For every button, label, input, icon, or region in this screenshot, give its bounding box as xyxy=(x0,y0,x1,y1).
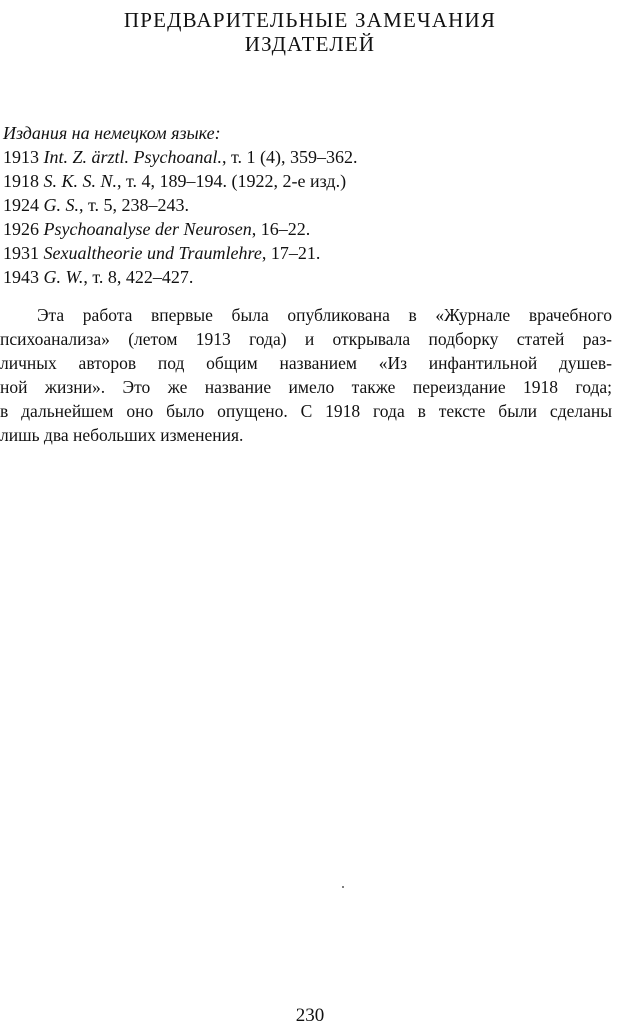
edition-work: S. K. S. N. xyxy=(43,171,118,191)
edition-work: Int. Z. ärztl. Psychoanal. xyxy=(43,147,222,167)
edition-item xyxy=(3,242,320,264)
edition-item xyxy=(3,218,310,240)
edition-details: , т. 5, 238–243. xyxy=(79,195,190,215)
edition-work: G. S. xyxy=(43,195,79,215)
page-number: 230 xyxy=(295,1005,325,1026)
edition-year: 1913 xyxy=(3,147,39,167)
edition-item xyxy=(3,266,193,288)
edition-year: 1918 xyxy=(3,171,39,191)
body-text-line: в дальнейшем оно было опущено. С 1918 года в тексте были сделаны xyxy=(0,401,612,421)
body-text-line: Эта работа впервые была опубликована в «Журнале врачебного xyxy=(37,305,612,325)
edition-details: , т. 8, 422–427. xyxy=(83,267,194,287)
page-title-line-1: ПРЕДВАРИТЕЛЬНЫЕ ЗАМЕЧАНИЯ xyxy=(123,8,497,32)
body-text-line: личных авторов под общим названием «Из инфантильной душев- xyxy=(0,353,612,373)
edition-year: 1943 xyxy=(3,267,39,287)
print-speck xyxy=(342,886,344,888)
edition-work: Psychoanalyse der Neurosen xyxy=(43,219,252,239)
edition-item xyxy=(3,194,189,216)
body-text-line: лишь два небольших изменения. xyxy=(0,425,244,445)
edition-year: 1924 xyxy=(3,195,39,215)
edition-work: G. W. xyxy=(43,267,84,287)
page-title-line-2: ИЗДАТЕЛЕЙ xyxy=(244,32,376,56)
edition-item xyxy=(3,170,346,192)
edition-year: 1926 xyxy=(3,219,39,239)
edition-details: , 16–22. xyxy=(251,219,311,239)
body-text-line: ной жизни». Это же название имело также переиздание 1918 года; xyxy=(0,377,612,397)
body-text-line: психоанализа» (летом 1913 года) и открывала подборку статей раз- xyxy=(0,329,612,349)
edition-item xyxy=(3,146,358,168)
edition-details: , т. 4, 189–194. (1922, 2-е изд.) xyxy=(117,171,347,191)
edition-year: 1931 xyxy=(3,243,39,263)
edition-work: Sexualtheorie und Traumlehre xyxy=(43,243,262,263)
edition-details: , 17–21. xyxy=(261,243,321,263)
edition-details: , т. 1 (4), 359–362. xyxy=(222,147,358,167)
editions-heading: Издания на немецком языке: xyxy=(3,123,221,143)
